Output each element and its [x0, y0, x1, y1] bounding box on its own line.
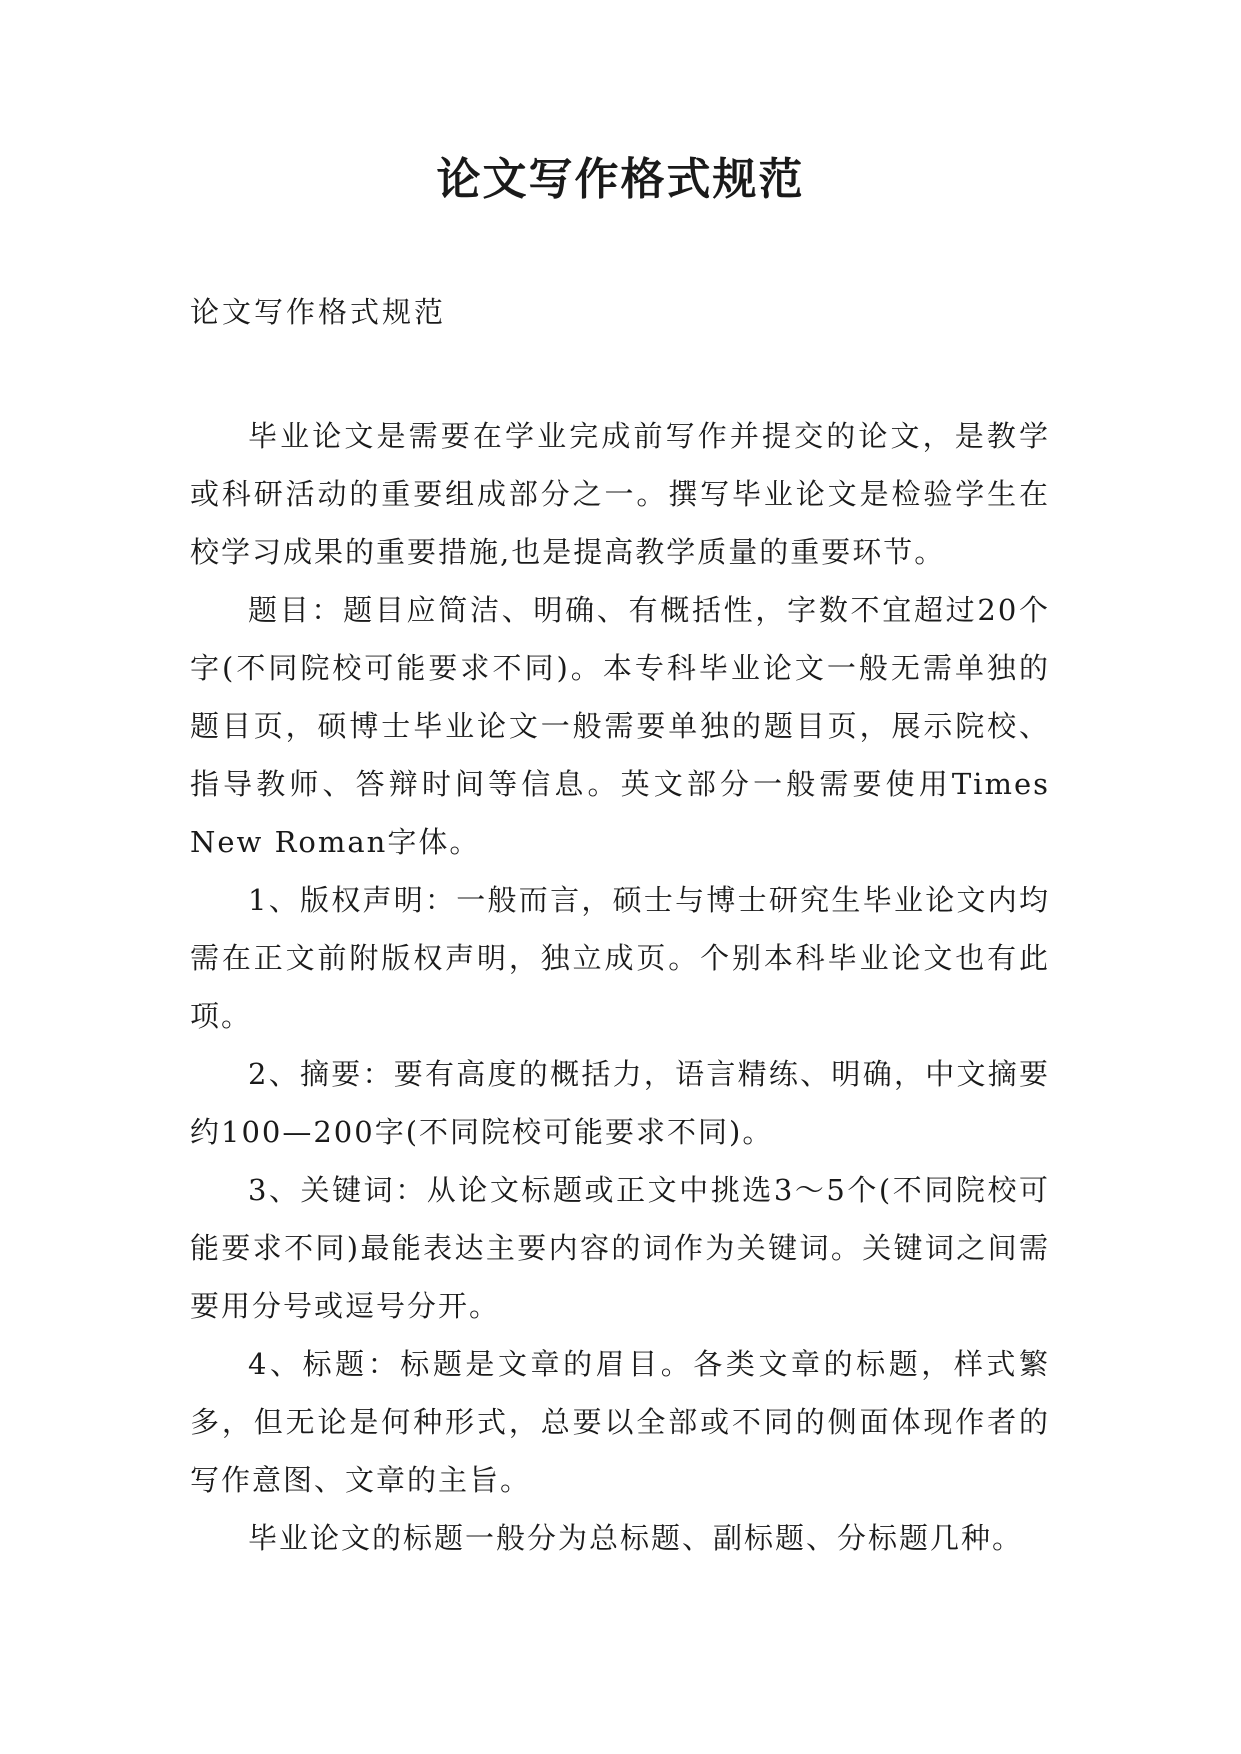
paragraph-keywords: 3、关键词：从论文标题或正文中挑选3～5个(不同院校可能要求不同)最能表达主要内容的词作为关键词。关键词之间需要用分号或逗号分开。 [190, 1173, 1050, 1323]
document-subtitle: 论文写作格式规范 [190, 295, 447, 329]
document-body [190, 407, 1050, 1567]
paragraph-intro: 毕业论文是需要在学业完成前写作并提交的论文，是教学或科研活动的重要组成部分之一。撰写毕业论文是检验学生在校学习成果的重要措施,也是提高教学质量的重要环节。 [190, 419, 1050, 569]
paragraph-abstract: 2、摘要：要有高度的概括力，语言精练、明确，中文摘要约100—200字(不同院校可能要求不同)。 [190, 1057, 1050, 1149]
document-title: 论文写作格式规范 [436, 154, 805, 205]
paragraph-copyright: 1、版权声明：一般而言，硕士与博士研究生毕业论文内均需在正文前附版权声明，独立成页。个别本科毕业论文也有此项。 [190, 883, 1050, 1033]
paragraph-title-rules: 题目：题目应简洁、明确、有概括性，字数不宜超过20个字(不同院校可能要求不同)。本专科毕业论文一般无需单独的题目页，硕博士毕业论文一般需要单独的题目页，展示院校、指导教师、答辩时间等信息。英文部分一般需要使用Times New Roman字体。 [190, 593, 1050, 859]
paragraph-heading-types: 毕业论文的标题一般分为总标题、副标题、分标题几种。 [248, 1521, 1024, 1555]
paragraph-headings: 4、标题：标题是文章的眉目。各类文章的标题，样式繁多，但无论是何种形式，总要以全部或不同的侧面体现作者的写作意图、文章的主旨。 [190, 1347, 1050, 1497]
